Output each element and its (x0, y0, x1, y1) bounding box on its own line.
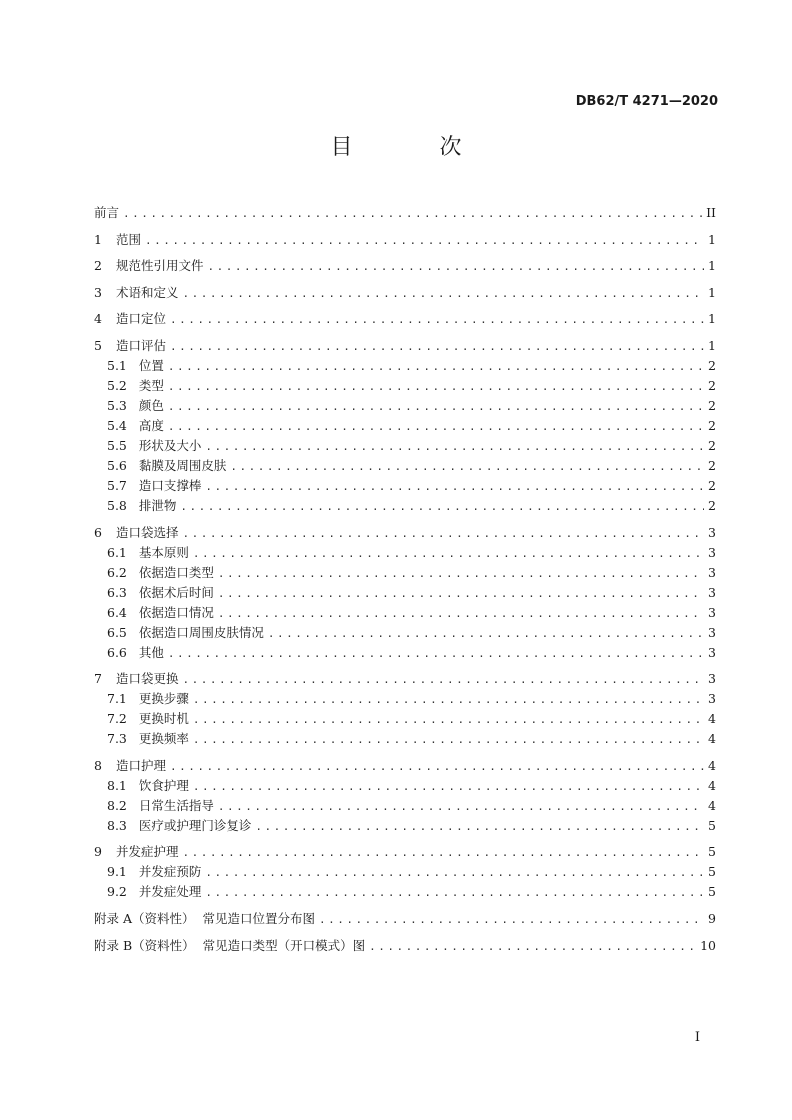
toc-entry-number: 5.2 (107, 377, 127, 393)
toc-entry[interactable] (94, 436, 716, 456)
toc-entry-page: 9 (708, 910, 716, 926)
toc-leader-dots (193, 777, 704, 797)
toc-entry-label: 更换步骤 (138, 691, 189, 707)
toc-entry[interactable] (94, 356, 716, 376)
toc-entry[interactable] (94, 583, 716, 603)
toc-entry-page: 2 (708, 497, 716, 513)
toc-entry[interactable] (94, 756, 716, 776)
toc-entry[interactable] (94, 543, 716, 563)
toc-entry-page: 3 (708, 564, 716, 580)
toc-leader-dots (168, 417, 704, 437)
toc-entry[interactable] (94, 643, 716, 663)
toc-entry-page: 3 (708, 624, 716, 640)
toc-entry-label: 类型 (138, 377, 164, 393)
toc-entry-label: 更换时机 (138, 711, 189, 727)
toc-leader-dots (193, 690, 704, 710)
toc-entry-number: 5 (94, 337, 102, 353)
toc-leader-dots (205, 883, 704, 903)
toc-entry[interactable] (94, 456, 716, 476)
toc-entry[interactable] (94, 523, 716, 543)
toc-entry[interactable] (94, 603, 716, 623)
toc-leader-dots (255, 817, 704, 837)
toc-entry-number: 9 (94, 844, 102, 860)
toc-leader-dots (168, 397, 704, 417)
toc-leader-dots (205, 863, 704, 883)
toc-entry[interactable] (94, 203, 716, 223)
toc-entry-label: 黏膜及周围皮肤 (138, 457, 227, 473)
toc-entry-number: 8.1 (107, 777, 127, 793)
toc-entry-number: 8.3 (107, 817, 127, 833)
toc-entry-page: 4 (708, 777, 716, 793)
toc-entry[interactable] (94, 842, 716, 862)
toc-entry-label: 并发症预防 (138, 864, 202, 880)
toc-leader-dots (182, 284, 704, 304)
toc-entry-page: 3 (708, 544, 716, 560)
toc-entry[interactable] (94, 623, 716, 643)
toc-entry[interactable] (94, 669, 716, 689)
toc-entry-page: 2 (708, 437, 716, 453)
toc-leader-dots (170, 337, 704, 357)
toc-entry-number: 8 (94, 757, 102, 773)
toc-entry[interactable] (94, 776, 716, 796)
toc-leader-dots (145, 231, 704, 251)
toc-entry[interactable] (94, 376, 716, 396)
toc-entry-label: 形状及大小 (138, 437, 202, 453)
toc-entry-label: 附录 B（资料性） 常见造口类型（开口模式）图 (94, 937, 366, 953)
toc-entry-page: 3 (708, 691, 716, 707)
toc-leader-dots (182, 843, 704, 863)
toc-entry[interactable] (94, 283, 716, 303)
toc-entry-number: 6.4 (107, 604, 127, 620)
toc-entry[interactable] (94, 336, 716, 356)
toc-entry-label: 造口定位 (115, 311, 166, 327)
toc-leader-dots (218, 584, 704, 604)
toc-leader-dots (207, 257, 704, 277)
toc-entry[interactable] (94, 396, 716, 416)
toc-entry-number: 6.3 (107, 584, 127, 600)
toc-leader-dots (369, 937, 696, 957)
toc-entry[interactable] (94, 476, 716, 496)
toc-entry-label: 基本原则 (138, 544, 189, 560)
toc-leader-dots (123, 204, 702, 224)
toc-entry-label: 依据术后时间 (138, 584, 214, 600)
toc-entry-number: 6.1 (107, 544, 127, 560)
toc-entry-page: 1 (708, 284, 716, 300)
toc-entry-number: 5.3 (107, 397, 127, 413)
toc-entry-number: 7 (94, 671, 102, 687)
toc-entry-number: 6 (94, 524, 102, 540)
toc-entry-page: 1 (708, 231, 716, 247)
toc-entry-page: 3 (708, 644, 716, 660)
toc-entry-page: 5 (708, 884, 716, 900)
toc-entry[interactable] (94, 796, 716, 816)
toc-entry-number: 9.2 (107, 884, 127, 900)
toc-leader-dots (193, 710, 704, 730)
toc-entry-number: 5.7 (107, 477, 127, 493)
toc-entry-page: 1 (708, 258, 716, 274)
toc-entry-page: 3 (708, 604, 716, 620)
toc-entry-label: 饮食护理 (138, 777, 189, 793)
toc-leader-dots (180, 497, 704, 517)
toc-entry-page: 2 (708, 357, 716, 373)
toc-leader-dots (182, 524, 704, 544)
toc-entry-number: 7.2 (107, 711, 127, 727)
toc-entry-number: 5.6 (107, 457, 127, 473)
toc-entry-label: 规范性引用文件 (115, 258, 204, 274)
toc-entry-page: 1 (708, 337, 716, 353)
toc-entry-number: 8.2 (107, 797, 127, 813)
toc-entry-page: 2 (708, 377, 716, 393)
toc-leader-dots (193, 544, 704, 564)
toc-entry-label: 附录 A（资料性） 常见造口位置分布图 (94, 910, 315, 926)
toc-entry-number: 2 (94, 258, 102, 274)
toc-entry[interactable] (94, 689, 716, 709)
toc-entry-number: 5.5 (107, 437, 127, 453)
toc-entry-label: 造口评估 (115, 337, 166, 353)
toc-entry-number: 6.2 (107, 564, 127, 580)
toc-leader-dots (218, 564, 704, 584)
toc-leader-dots (170, 310, 704, 330)
toc-entry[interactable] (94, 709, 716, 729)
toc-entry-page: 5 (708, 817, 716, 833)
toc-entry-page: 1 (708, 311, 716, 327)
toc-entry-label: 并发症护理 (115, 844, 179, 860)
toc-entry[interactable] (94, 816, 716, 836)
table-of-contents (94, 203, 716, 956)
toc-entry-number: 5.1 (107, 357, 127, 373)
toc-entry-page: 2 (708, 397, 716, 413)
toc-entry-label: 范围 (115, 231, 141, 247)
toc-entry-label: 前言 (94, 205, 120, 220)
toc-leader-dots (168, 644, 704, 664)
toc-entry-label: 更换频率 (138, 731, 189, 747)
toc-entry-page: 2 (708, 477, 716, 493)
toc-entry-label: 造口支撑棒 (138, 477, 202, 493)
toc-leader-dots (218, 604, 704, 624)
toc-entry-page: 5 (708, 844, 716, 860)
toc-leader-dots (268, 624, 704, 644)
toc-entry-label: 造口袋选择 (115, 524, 179, 540)
toc-entry-page: 3 (708, 524, 716, 540)
toc-leader-dots (205, 477, 704, 497)
toc-entry-number: 5.4 (107, 417, 127, 433)
toc-entry-number: 5.8 (107, 497, 127, 513)
toc-entry-number: 7.3 (107, 731, 127, 747)
toc-entry-number: 6.6 (107, 644, 127, 660)
toc-entry-label: 依据造口类型 (138, 564, 214, 580)
toc-entry-label: 医疗或护理门诊复诊 (138, 817, 252, 833)
toc-entry-label: 造口袋更换 (115, 671, 179, 687)
standard-number: DB62/T 4271—2020 (575, 94, 718, 109)
toc-leader-dots (182, 670, 704, 690)
toc-entry-label: 并发症处理 (138, 884, 202, 900)
toc-entry-label: 依据造口情况 (138, 604, 214, 620)
toc-entry-page: 2 (708, 457, 716, 473)
toc-entry[interactable] (94, 729, 716, 749)
toc-entry-page: 5 (708, 864, 716, 880)
toc-entry-number: 1 (94, 231, 102, 247)
toc-entry-page: 4 (708, 711, 716, 727)
toc-entry[interactable] (94, 230, 716, 250)
toc-leader-dots (218, 797, 704, 817)
toc-leader-dots (170, 757, 704, 777)
toc-entry[interactable] (94, 496, 716, 516)
toc-entry[interactable] (94, 909, 716, 929)
toc-entry[interactable] (94, 862, 716, 882)
toc-entry[interactable] (94, 936, 716, 956)
toc-entry-label: 位置 (138, 357, 164, 373)
toc-entry-page: 3 (708, 671, 716, 687)
toc-entry-label: 其他 (138, 644, 164, 660)
toc-entry-page: 4 (708, 757, 716, 773)
toc-entry-label: 颜色 (138, 397, 164, 413)
page-folio: I (694, 1030, 700, 1045)
toc-entry-page: 10 (700, 937, 716, 953)
toc-leader-dots (168, 377, 704, 397)
toc-entry-label: 高度 (138, 417, 164, 433)
toc-entry-label: 排泄物 (138, 497, 177, 513)
toc-entry-label: 日常生活指导 (138, 797, 214, 813)
toc-entry-label: 术语和定义 (115, 284, 179, 300)
toc-entry-page: 4 (708, 797, 716, 813)
toc-entry[interactable] (94, 309, 716, 329)
toc-entry[interactable] (94, 256, 716, 276)
toc-entry-page: 4 (708, 731, 716, 747)
toc-leader-dots (205, 437, 704, 457)
toc-leader-dots (230, 457, 704, 477)
toc-entry-label: 造口护理 (115, 757, 166, 773)
toc-entry-page: 3 (708, 584, 716, 600)
page-title: 目 次 (330, 135, 502, 160)
toc-leader-dots (319, 910, 704, 930)
toc-entry[interactable] (94, 882, 716, 902)
toc-entry-number: 3 (94, 284, 102, 300)
toc-leader-dots (193, 730, 704, 750)
toc-entry-page: 2 (708, 417, 716, 433)
toc-entry-number: 4 (94, 311, 102, 327)
toc-entry-page: II (706, 205, 716, 220)
toc-leader-dots (168, 357, 704, 377)
toc-entry-number: 6.5 (107, 624, 127, 640)
toc-entry-label: 依据造口周围皮肤情况 (138, 624, 264, 640)
toc-entry[interactable] (94, 416, 716, 436)
toc-entry-number: 9.1 (107, 864, 127, 880)
toc-entry-number: 7.1 (107, 691, 127, 707)
toc-entry[interactable] (94, 563, 716, 583)
